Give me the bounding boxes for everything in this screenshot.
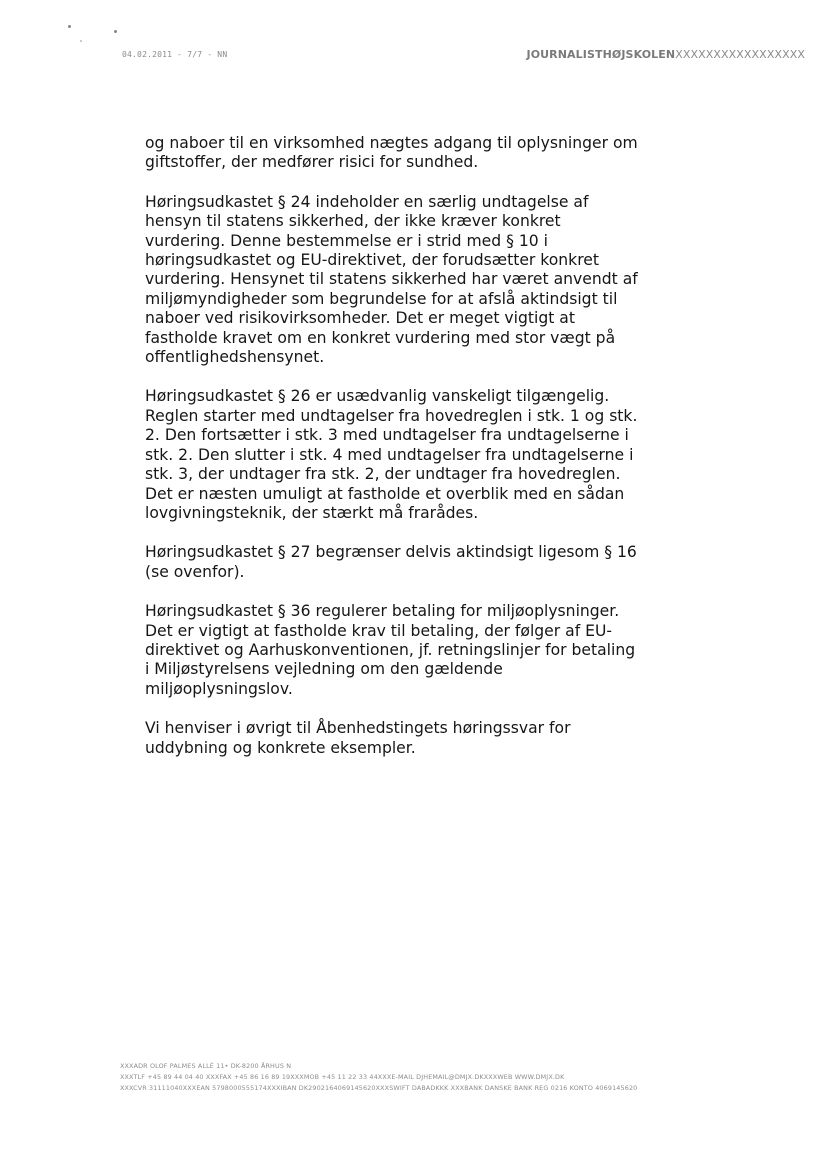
text-line: Det er vigtigt at fastholde krav til betaling, der følger af EU- <box>145 621 613 640</box>
text-line: Høringsudkastet § 26 er usædvanlig vanskeligt tilgængelig. <box>145 387 610 406</box>
paragraph <box>145 387 665 523</box>
footer-contact: XXXTLF +45 89 44 04 40 XXXFAX +45 86 16 89 19XXXMOB +45 11 22 33 44XXXE-MAIL DJHEMAIL@DMJX.DKXXXWEB WWW.DMJX.DK <box>120 1073 565 1081</box>
scan-speck <box>114 30 117 33</box>
footer-address: XXXADR OLOF PALMES ALLÉ 11• DK-8200 ÅRHUS N <box>120 1062 292 1070</box>
text-line: stk. 3, der undtager fra stk. 2, der undtager fra hovedreglen. <box>145 465 621 484</box>
text-line: høringsudkastet og EU-direktivet, der forudsætter konkret <box>145 251 599 270</box>
text-line: vurdering. Denne bestemmelse er i strid med § 10 i <box>145 231 549 250</box>
fax-header <box>0 49 827 63</box>
paragraph <box>145 193 665 368</box>
paragraph <box>145 134 665 173</box>
footer-bank-details: XXXCVR 31111040XXXEAN 5798000555174XXXIBAN DK2902164069145620XXXSWIFT DABADKKK XXXBANK DANSKE BANK REG 0216 KONTO 4069145620 <box>120 1084 638 1092</box>
text-line: miljømyndigheder som begrundelse for at afslå aktindsigt til <box>145 289 618 308</box>
text-line: 2. Den fortsætter i stk. 3 med undtagelser fra undtagelserne i <box>145 426 629 445</box>
text-line: naboer ved risikovirksomheder. Det er meget vigtigt at <box>145 309 575 328</box>
text-line: (se ovenfor). <box>145 562 245 581</box>
fax-header-brand: JOURNALISTHØJSKOLEN <box>526 48 676 61</box>
scan-speck <box>68 25 71 28</box>
text-line: offentlighedshensynet. <box>145 348 325 367</box>
fax-header-sender <box>527 48 806 61</box>
text-line: Høringsudkastet § 24 indeholder en særlig undtagelse af <box>145 192 589 211</box>
text-line: vurdering. Hensynet til statens sikkerhed har været anvendt af <box>145 270 638 289</box>
fax-header-suffix: XXXXXXXXXXXXXXXXX <box>675 48 805 61</box>
text-line: Vi henviser i øvrigt til Åbenhedstingets høringssvar for <box>145 719 571 738</box>
text-line: giftstoffer, der medfører risici for sundhed. <box>145 153 479 172</box>
letterhead-footer <box>120 1061 740 1094</box>
paragraph <box>145 719 665 758</box>
text-line: og naboer til en virksomhed nægtes adgang til oplysninger om <box>145 134 638 152</box>
paragraph <box>145 602 665 699</box>
text-line: direktivet og Aarhuskonventionen, jf. retningslinjer for betaling <box>145 640 636 659</box>
letter-body <box>145 134 665 778</box>
text-line: lovgivningsteknik, der stærkt må frarådes. <box>145 503 479 522</box>
text-line: uddybning og konkrete eksempler. <box>145 738 416 757</box>
text-line: Reglen starter med undtagelser fra hovedreglen i stk. 1 og stk. <box>145 406 638 425</box>
text-line: i Miljøstyrelsens vejledning om den gældende <box>145 660 503 679</box>
text-line: Høringsudkastet § 36 regulerer betaling for miljøoplysninger. <box>145 602 620 621</box>
text-line: miljøoplysningslov. <box>145 679 293 698</box>
scan-speck <box>80 40 82 42</box>
text-line: Det er næsten umuligt at fastholde et overblik med en sådan <box>145 484 625 503</box>
text-line: stk. 2. Den slutter i stk. 4 med undtagelser fra undtagelserne i <box>145 445 634 464</box>
text-line: Høringsudkastet § 27 begrænser delvis aktindsigt ligesom § 16 <box>145 543 637 562</box>
paragraph <box>145 543 665 582</box>
text-line: hensyn til statens sikkerhed, der ikke kræver konkret <box>145 212 561 231</box>
fax-header-date-page: 04.02.2011 - 7/7 - NN <box>122 50 228 59</box>
text-line: fastholde kravet om en konkret vurdering med stor vægt på <box>145 328 616 347</box>
